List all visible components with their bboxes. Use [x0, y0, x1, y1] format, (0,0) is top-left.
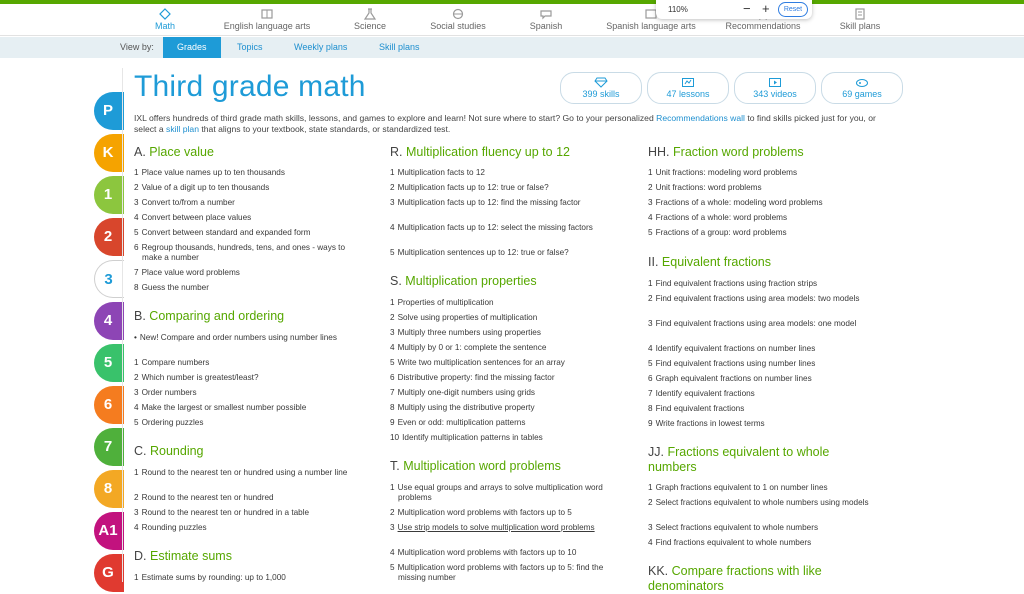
- grade-tab[interactable]: [94, 134, 124, 172]
- section-title: Multiplication word problems: [403, 459, 561, 473]
- skill-number: 1: [390, 168, 395, 177]
- skill-name: Properties of multiplication: [397, 298, 494, 307]
- skill-link[interactable]: [134, 508, 360, 518]
- skill-link[interactable]: [390, 313, 620, 323]
- skill-number: 10: [390, 433, 400, 442]
- skill-link[interactable]: [390, 298, 620, 308]
- skill-link[interactable]: [648, 483, 878, 493]
- skill-name: Multiplication sentences up to 12: true or false?: [397, 248, 569, 257]
- skill-number: 4: [648, 538, 653, 547]
- skill-name: Multiplication facts up to 12: true or false?: [397, 183, 549, 192]
- skill-link[interactable]: [390, 508, 620, 518]
- skill-name: Find equivalent fractions using area models: two models: [655, 294, 860, 303]
- subject-label: English language arts: [223, 21, 311, 31]
- grade-tab-label: 3: [104, 271, 113, 288]
- skill-link[interactable]: [390, 168, 620, 178]
- section-heading[interactable]: [648, 445, 878, 475]
- subject-skill-plans[interactable]: [838, 8, 882, 31]
- grade-tab-label: 1: [103, 186, 113, 203]
- subject-spanish[interactable]: [528, 8, 564, 31]
- section-heading[interactable]: [648, 145, 878, 160]
- skill-name: Convert between standard and expanded form: [141, 228, 311, 237]
- skill-name: Write two multiplication sentences for an array: [397, 358, 565, 367]
- skill-link[interactable]: [648, 168, 878, 178]
- stat-lessons[interactable]: [647, 72, 729, 104]
- skill-name: New! Compare and order numbers using number lines: [139, 333, 337, 342]
- skill-number: 2: [390, 183, 395, 192]
- grade-tab-label: 4: [103, 312, 113, 329]
- skill-number: 6: [648, 374, 653, 383]
- skill-link[interactable]: [134, 418, 360, 428]
- skill-name: Even or odd: multiplication patterns: [397, 418, 526, 427]
- section-heading[interactable]: [134, 309, 360, 324]
- skill-number: 8: [134, 283, 139, 292]
- skill-number: 2: [648, 498, 653, 507]
- intro-part: that aligns to your textbook, state standards, or standardized test.: [201, 124, 451, 134]
- skill-plan-link[interactable]: skill plan: [166, 124, 199, 134]
- skill-name: Solve using properties of multiplication: [397, 313, 538, 322]
- skill-name: Ordering puzzles: [141, 418, 204, 427]
- skill-name: Round to the nearest ten or hundred in a table: [141, 508, 310, 517]
- section-title: Fractions equivalent to whole numbers: [648, 445, 830, 474]
- skill-number: •: [134, 333, 137, 342]
- grade-tab-label: 8: [103, 480, 113, 497]
- skill-name: Graph equivalent fractions on number lines: [655, 374, 812, 383]
- skill-name: Round to the nearest ten or hundred: [141, 493, 274, 502]
- skill-number: 1: [648, 168, 653, 177]
- skill-number: 4: [390, 223, 395, 232]
- skill-link[interactable]: [390, 523, 620, 533]
- game-icon: [855, 77, 869, 88]
- section-heading[interactable]: [648, 564, 878, 594]
- skill-number: 6: [134, 243, 139, 252]
- section-title: Compare fractions with like denominators: [648, 564, 822, 593]
- diamond-icon: [594, 77, 608, 88]
- skill-number: 2: [390, 508, 395, 517]
- skill-number: 8: [390, 403, 395, 412]
- skill-link[interactable]: [134, 388, 360, 398]
- skill-name: Fractions of a whole: word problems: [655, 213, 788, 222]
- intro-part: to find skills picked just for you, or select a: [134, 113, 876, 134]
- skill-name: Multiplication word problems with factors up to 10: [397, 548, 577, 557]
- grade-tab-current[interactable]: [94, 260, 124, 298]
- section-title: Multiplication fluency up to 12: [405, 145, 570, 159]
- section-title: Place value: [149, 145, 214, 159]
- skill-name: Compare numbers: [141, 358, 210, 367]
- skill-link[interactable]: [134, 268, 360, 278]
- skill-name: Fractions of a group: word problems: [655, 228, 787, 237]
- subject-nav: [0, 4, 1024, 36]
- skill-name: Multiply using the distributive property: [397, 403, 535, 412]
- skill-link[interactable]: [648, 404, 878, 414]
- skill-number: 3: [390, 523, 395, 532]
- skill-number: 7: [134, 268, 139, 277]
- skill-link[interactable]: [134, 333, 360, 343]
- grade-tab[interactable]: [94, 428, 124, 466]
- skill-number: 2: [648, 294, 653, 303]
- skill-name: Use strip models to solve multiplication word problems: [397, 523, 595, 532]
- section-heading[interactable]: [390, 459, 620, 474]
- plan-icon: [853, 8, 867, 20]
- section-letter: A.: [134, 145, 146, 159]
- skill-number: 2: [134, 373, 139, 382]
- content-divider: [122, 68, 123, 582]
- zoom-reset-button[interactable]: Reset: [778, 2, 808, 17]
- skill-link[interactable]: [390, 548, 620, 558]
- skill-name: Multiplication facts up to 12: select the missing factors: [397, 223, 593, 232]
- book-icon: [260, 8, 274, 20]
- section-letter: B.: [134, 309, 146, 323]
- skill-name: Order numbers: [141, 388, 197, 397]
- stat-skills[interactable]: [560, 72, 642, 104]
- subject-science[interactable]: [352, 8, 388, 31]
- skill-name: Convert to/from a number: [141, 198, 235, 207]
- skill-link[interactable]: [648, 359, 878, 369]
- skill-name: Select fractions equivalent to whole numbers: [655, 523, 819, 532]
- skill-link[interactable]: [390, 433, 620, 443]
- skill-number: 5: [648, 228, 653, 237]
- page-title: Third grade math: [134, 70, 366, 103]
- skill-name: Identify equivalent fractions on number lines: [655, 344, 816, 353]
- skill-link[interactable]: [134, 283, 360, 293]
- skill-number: 5: [648, 359, 653, 368]
- section-title: Estimate sums: [149, 549, 232, 563]
- section-heading[interactable]: [134, 444, 360, 459]
- grade-tab[interactable]: [94, 176, 124, 214]
- skill-name: Identify equivalent fractions: [655, 389, 755, 398]
- skill-link[interactable]: [134, 228, 360, 238]
- section-title: Fraction word problems: [673, 145, 804, 159]
- speech-icon: [539, 8, 553, 20]
- skill-link[interactable]: [390, 483, 620, 503]
- subject-label: Recommendations: [725, 21, 801, 31]
- skill-link[interactable]: [648, 228, 878, 238]
- intro-part: IXL offers hundreds of third grade math skills, lessons, and games to explore and learn! Not sure where to start? Go to your personalized: [134, 113, 654, 123]
- section-title: Comparing and ordering: [149, 309, 285, 323]
- view-tab-weekly-plans[interactable]: Weekly plans: [294, 42, 348, 52]
- skill-name: Write fractions in lowest terms: [655, 419, 765, 428]
- section-letter: JJ.: [648, 445, 664, 459]
- skill-name: Estimate sums by rounding: up to 1,000: [141, 573, 286, 582]
- section-title: Multiplication properties: [405, 274, 537, 288]
- skill-number: 6: [390, 373, 395, 382]
- skill-number: 4: [390, 548, 395, 557]
- view-by-label: View by:: [120, 42, 154, 52]
- skill-name: Place value word problems: [141, 268, 240, 277]
- skill-number: 1: [134, 168, 139, 177]
- skill-link[interactable]: [134, 198, 360, 208]
- skill-number: 2: [134, 183, 139, 192]
- skill-link[interactable]: [648, 344, 878, 354]
- skill-number: 3: [390, 328, 395, 337]
- zoom-level: 110%: [668, 5, 688, 14]
- subject-label: Spanish language arts: [606, 21, 696, 31]
- skill-number: 1: [390, 298, 395, 307]
- view-tab-grades[interactable]: Grades: [163, 37, 221, 58]
- skill-link[interactable]: [134, 168, 360, 178]
- skill-link[interactable]: [134, 373, 360, 383]
- skill-link[interactable]: [390, 198, 620, 208]
- skill-number: 7: [648, 389, 653, 398]
- skill-number: 4: [134, 523, 139, 532]
- skill-link[interactable]: [134, 523, 360, 533]
- lesson-icon: [681, 77, 695, 88]
- skill-name: Round to the nearest ten or hundred using a number line: [141, 468, 348, 477]
- skill-number: 5: [390, 358, 395, 367]
- skill-name: Place value names up to ten thousands: [141, 168, 285, 177]
- skill-number: 1: [648, 279, 653, 288]
- zoom-popup: [656, 0, 812, 19]
- skill-number: 2: [134, 493, 139, 502]
- skill-number: 4: [134, 213, 139, 222]
- subject-label: Science: [353, 21, 387, 31]
- skill-name: Which number is greatest/least?: [141, 373, 259, 382]
- skill-link[interactable]: [648, 538, 878, 548]
- skill-name: Find equivalent fractions: [655, 404, 745, 413]
- skill-name: Regroup thousands, hundreds, tens, and ones - ways to make a number: [141, 243, 346, 262]
- stat-label: 399 skills: [582, 89, 620, 99]
- section-letter: T.: [390, 459, 400, 473]
- grade-tab-label: 6: [103, 396, 113, 413]
- skill-link[interactable]: [134, 213, 360, 223]
- grade-tab[interactable]: [94, 386, 124, 424]
- skill-name: Multiply three numbers using properties: [397, 328, 541, 337]
- skill-name: Rounding puzzles: [141, 523, 207, 532]
- grade-tab-label: A1: [98, 522, 118, 539]
- section-letter: II.: [648, 255, 659, 269]
- skill-number: 8: [648, 404, 653, 413]
- skill-number: 4: [648, 344, 653, 353]
- skill-number: 2: [390, 313, 395, 322]
- skill-link[interactable]: [134, 183, 360, 193]
- skill-link[interactable]: [390, 343, 620, 353]
- skill-link[interactable]: [648, 279, 878, 289]
- section-letter: KK.: [648, 564, 669, 578]
- skill-link[interactable]: [648, 523, 878, 533]
- stat-label: 69 games: [842, 89, 882, 99]
- skill-link[interactable]: [134, 403, 360, 413]
- skill-number: 3: [134, 388, 139, 397]
- skill-number: 4: [390, 343, 395, 352]
- skill-number: 9: [648, 419, 653, 428]
- flask-icon: [363, 8, 377, 20]
- section-heading[interactable]: [134, 549, 360, 564]
- skill-link[interactable]: [648, 419, 878, 429]
- skill-link[interactable]: [134, 573, 360, 583]
- zoom-in-button[interactable]: +: [762, 1, 770, 16]
- skill-link[interactable]: [390, 373, 620, 383]
- skill-link[interactable]: [134, 468, 360, 478]
- skill-link[interactable]: [390, 563, 620, 583]
- skill-link[interactable]: [390, 418, 620, 428]
- skill-name: Multiply one-digit numbers using grids: [397, 388, 535, 397]
- skill-number: 9: [390, 418, 395, 427]
- skill-link[interactable]: [134, 243, 360, 263]
- zoom-out-button[interactable]: −: [743, 1, 751, 16]
- section-heading[interactable]: [390, 145, 620, 160]
- skill-link[interactable]: [648, 374, 878, 384]
- subject-math[interactable]: [150, 8, 180, 31]
- grade-tab[interactable]: [94, 470, 124, 508]
- grade-tab-label: K: [102, 144, 114, 161]
- section-letter: R.: [390, 145, 403, 159]
- skill-number: 5: [134, 418, 139, 427]
- skill-link[interactable]: [390, 358, 620, 368]
- stat-games[interactable]: [821, 72, 903, 104]
- skill-name: Multiplication facts up to 12: find the missing factor: [397, 198, 581, 207]
- skill-link[interactable]: [390, 248, 620, 258]
- skill-number: 3: [390, 198, 395, 207]
- skill-link[interactable]: [648, 294, 878, 304]
- skill-name: Convert between place values: [141, 213, 252, 222]
- recommendations-link[interactable]: Recommendations wall: [656, 113, 745, 123]
- subject-social-studies[interactable]: [428, 8, 488, 31]
- section-letter: HH.: [648, 145, 670, 159]
- skill-number: 5: [134, 228, 139, 237]
- grade-tab[interactable]: [94, 554, 124, 592]
- skill-name: Multiplication facts to 12: [397, 168, 485, 177]
- skill-link[interactable]: [390, 403, 620, 413]
- subject-label: Math: [154, 21, 175, 31]
- skill-number: 4: [134, 403, 139, 412]
- section-heading[interactable]: [134, 145, 360, 160]
- skill-link[interactable]: [648, 183, 878, 193]
- skill-number: 1: [648, 483, 653, 492]
- grade-tab-label: 2: [103, 228, 113, 245]
- grade-tab[interactable]: [94, 512, 124, 550]
- skill-link[interactable]: [648, 319, 878, 329]
- skill-link[interactable]: [390, 328, 620, 338]
- skill-link[interactable]: [390, 183, 620, 193]
- skill-number: 3: [134, 198, 139, 207]
- section-title: Equivalent fractions: [661, 255, 771, 269]
- grade-tab-label: 5: [103, 354, 113, 371]
- skill-link[interactable]: [648, 389, 878, 399]
- skill-name: Multiply by 0 or 1: complete the sentence: [397, 343, 547, 352]
- skill-name: Guess the number: [141, 283, 209, 292]
- skill-number: 3: [648, 523, 653, 532]
- stat-label: 343 videos: [753, 89, 797, 99]
- section-letter: D.: [134, 549, 147, 563]
- skill-name: Find equivalent fractions using fraction strips: [655, 279, 818, 288]
- subject-label: Skill plans: [839, 21, 881, 31]
- grade-tab[interactable]: [94, 218, 124, 256]
- skill-name: Fractions of a whole: modeling word problems: [655, 198, 823, 207]
- skill-name: Find equivalent fractions using number lines: [655, 359, 816, 368]
- globe-icon: [451, 8, 465, 20]
- skill-number: 5: [390, 248, 395, 257]
- subject-ela[interactable]: [221, 8, 313, 31]
- section-heading[interactable]: [648, 255, 878, 270]
- grade-tab[interactable]: [94, 92, 124, 130]
- grade-tab[interactable]: [94, 344, 124, 382]
- skill-link[interactable]: [134, 358, 360, 368]
- skill-name: Multiplication word problems with factors up to 5: find the missing number: [397, 563, 604, 582]
- skill-name: Unit fractions: modeling word problems: [655, 168, 798, 177]
- subject-label: Social studies: [430, 21, 486, 31]
- grade-tab-label: 7: [103, 438, 113, 455]
- skill-name: Use equal groups and arrays to solve multiplication word problems: [397, 483, 603, 502]
- skill-number: 3: [648, 319, 653, 328]
- skill-number: 1: [390, 483, 395, 492]
- skill-link[interactable]: [648, 198, 878, 208]
- skill-name: Value of a digit up to ten thousands: [141, 183, 270, 192]
- skill-link[interactable]: [648, 213, 878, 223]
- skill-number: 1: [134, 468, 139, 477]
- skill-number: 4: [648, 213, 653, 222]
- section-letter: C.: [134, 444, 147, 458]
- skill-number: 2: [648, 183, 653, 192]
- grade-tab-label: P: [102, 102, 113, 119]
- skill-name: Distributive property: find the missing factor: [397, 373, 555, 382]
- skill-link[interactable]: [390, 223, 620, 233]
- skill-link[interactable]: [390, 388, 620, 398]
- skill-name: Graph fractions equivalent to 1 on number lines: [655, 483, 828, 492]
- skill-link[interactable]: [134, 493, 360, 503]
- math-icon: [158, 8, 172, 20]
- skill-name: Make the largest or smallest number possible: [141, 403, 307, 412]
- skill-number: 3: [648, 198, 653, 207]
- intro-text: [134, 113, 894, 135]
- section-heading[interactable]: [390, 274, 620, 289]
- section-title: Rounding: [149, 444, 204, 458]
- stat-label: 47 lessons: [666, 89, 710, 99]
- skill-name: Unit fractions: word problems: [655, 183, 762, 192]
- section-letter: S.: [390, 274, 402, 288]
- subject-label: Spanish: [529, 21, 563, 31]
- skill-name: Find fractions equivalent to whole numbers: [655, 538, 812, 547]
- stat-videos[interactable]: [734, 72, 816, 104]
- grade-tab[interactable]: [94, 302, 124, 340]
- skill-number: 1: [134, 573, 139, 582]
- skill-number: 3: [134, 508, 139, 517]
- view-tab-topics[interactable]: Topics: [237, 42, 263, 52]
- grade-tab-label: G: [102, 564, 114, 581]
- view-tab-skill-plans[interactable]: Skill plans: [379, 42, 420, 52]
- skill-name: Find equivalent fractions using area models: one model: [655, 319, 857, 328]
- skill-name: Multiplication word problems with factors up to 5: [397, 508, 572, 517]
- skill-link[interactable]: [648, 498, 878, 508]
- skill-number: 7: [390, 388, 395, 397]
- view-by-bar: [0, 37, 1024, 58]
- video-icon: [768, 77, 782, 88]
- skill-name: Select fractions equivalent to whole numbers using models: [655, 498, 869, 507]
- skill-name: Identify multiplication patterns in tables: [402, 433, 543, 442]
- skill-number: 5: [390, 563, 395, 572]
- skill-number: 1: [134, 358, 139, 367]
